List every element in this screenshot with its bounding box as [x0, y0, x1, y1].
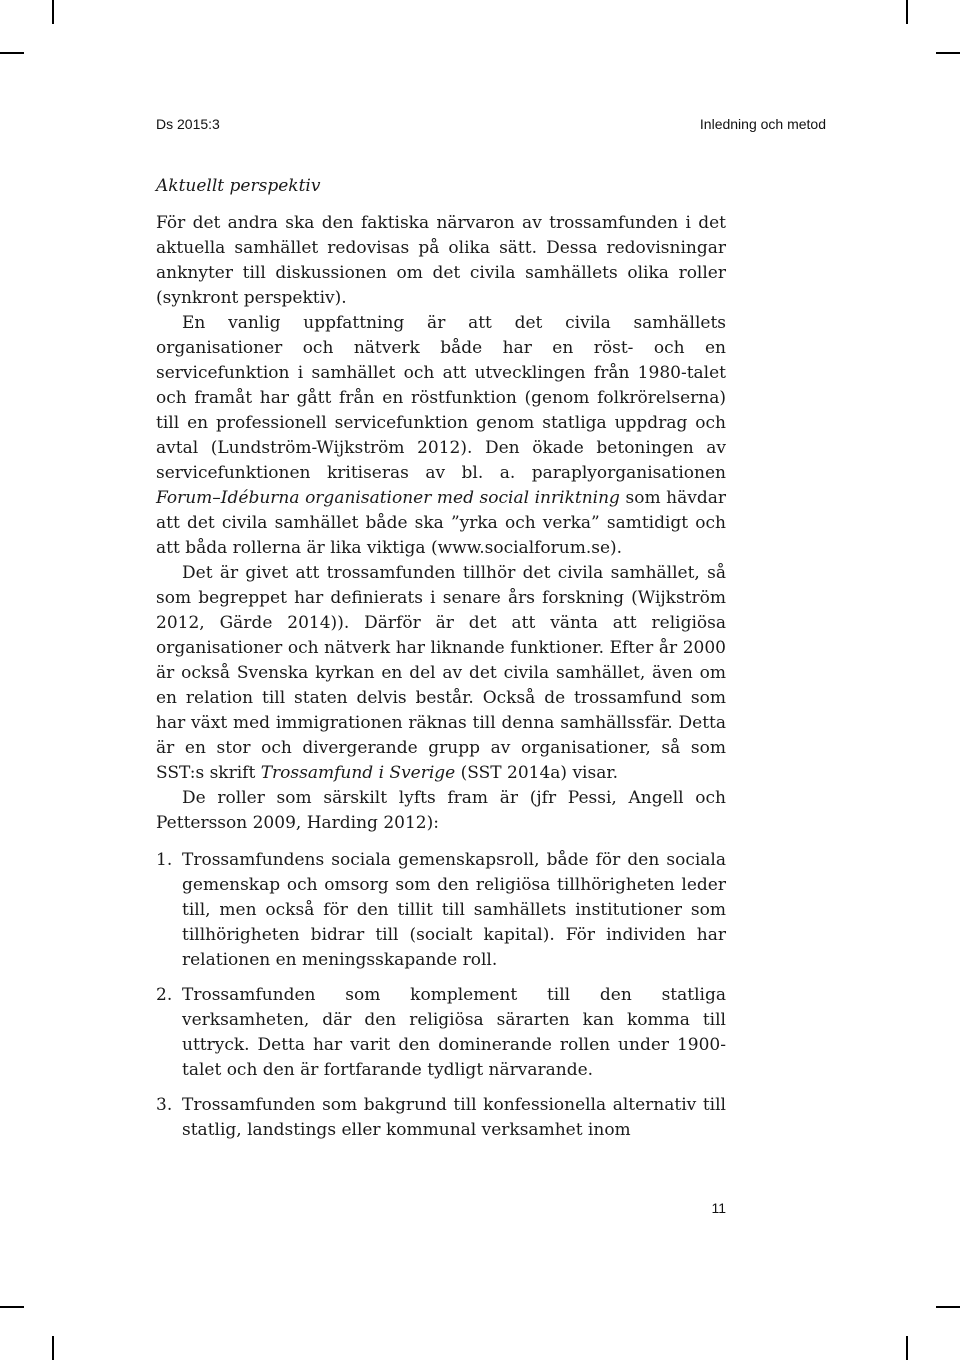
list-item — [156, 1093, 726, 1143]
page-body — [156, 174, 726, 1153]
header-document-id: Ds 2015:3 — [156, 116, 220, 132]
crop-mark-bottom-left — [52, 1336, 54, 1360]
paragraph-2-organisation-name: Forum–Idéburna organisationer med social inriktning — [156, 488, 620, 508]
paragraph-1: För det andra ska den faktiska närvaron av trossamfunden i det aktuella samhället redovisas på olika sätt. Dessa redovisningar anknyter till diskussionen om det civila samhällets olika roller (synkront perspektiv). — [156, 213, 726, 308]
list-item — [156, 848, 726, 973]
list-item-text: Trossamfunden som komplement till den statliga verksamheten, där den religiösa särarten kan komma till uttryck. Detta har varit den dominerande rollen under 1900-talet och den är fortfarande tydligt närvarande. — [182, 985, 726, 1080]
list-item-number: 3. — [156, 1095, 173, 1115]
paragraph-3-text-end: (SST 2014a) visar. — [455, 763, 619, 783]
paragraph-3-text-start: Det är givet att trossamfunden tillhör det civila samhället, så som begreppet har definierats i senare års forskning (Wijkström 2012, Gärde 2014)). Därför är det att vänta att religiösa organisationer och nätverk har liknande funktioner. Efter år 2000 är också Svenska kyrkan en del av det civila samhället, även om en relation till staten delvis består. Också de trossamfund som har växt med immigrationen räknas till denna samhällssfär. Detta är en stor och divergerande grupp av organisationer, så som SST:s skrift — [156, 563, 726, 783]
list-item-text: Trossamfundens sociala gemenskapsroll, både för den sociala gemenskap och omsorg som den religiösa tillhörigheten leder till, men också för den tillit till samhällets institutioner som tillhörigheten bidrar till (socialt kapital). För individen har relationen en meningsskapande roll. — [182, 850, 726, 970]
list-item-number: 1. — [156, 850, 173, 870]
header-chapter-title: Inledning och metod — [699, 116, 826, 132]
paragraph-3-publication-title: Trossamfund i Sverige — [260, 763, 456, 783]
section-heading: Aktuellt perspektiv — [156, 176, 321, 196]
crop-mark-bottom-right-h — [936, 1306, 960, 1308]
paragraph-2 — [156, 311, 726, 561]
roles-list — [156, 848, 726, 1143]
page-number: 11 — [711, 1200, 726, 1216]
list-item-text: Trossamfunden som bakgrund till konfessionella alternativ till statlig, landstings eller kommunal verksamhet inom — [182, 1095, 726, 1140]
list-item-number: 2. — [156, 985, 173, 1005]
crop-mark-top-left — [52, 0, 54, 24]
paragraph-3 — [156, 561, 726, 786]
crop-mark-bottom-right — [906, 1336, 908, 1360]
crop-mark-top-right-h — [936, 52, 960, 54]
list-item — [156, 983, 726, 1083]
crop-mark-top-left-h — [0, 52, 24, 54]
crop-mark-top-right — [906, 0, 908, 24]
crop-mark-bottom-left-h — [0, 1306, 24, 1308]
paragraph-2-text-start: En vanlig uppfattning är att det civila samhällets organisationer och nätverk både har en röst- och en servicefunktion i samhället och att utvecklingen från 1980-talet och framåt har gått från en röstfunktion (genom folkrörelserna) till en professionell servicefunktion genom statliga uppdrag och avtal (Lundström-Wijkström 2012). Den ökade betoningen av servicefunktionen kritiseras av bl. a. paraplyorganisationen — [156, 313, 726, 483]
paragraph-2-text-end: som hävdar att det civila samhället både ska ”yrka och verka” samtidigt och att båda rollerna är lika viktiga (www.socialforum.se). — [156, 488, 727, 558]
paragraph-4: De roller som särskilt lyfts fram är (jfr Pessi, Angell och Pettersson 2009, Harding 2012): — [156, 788, 726, 833]
